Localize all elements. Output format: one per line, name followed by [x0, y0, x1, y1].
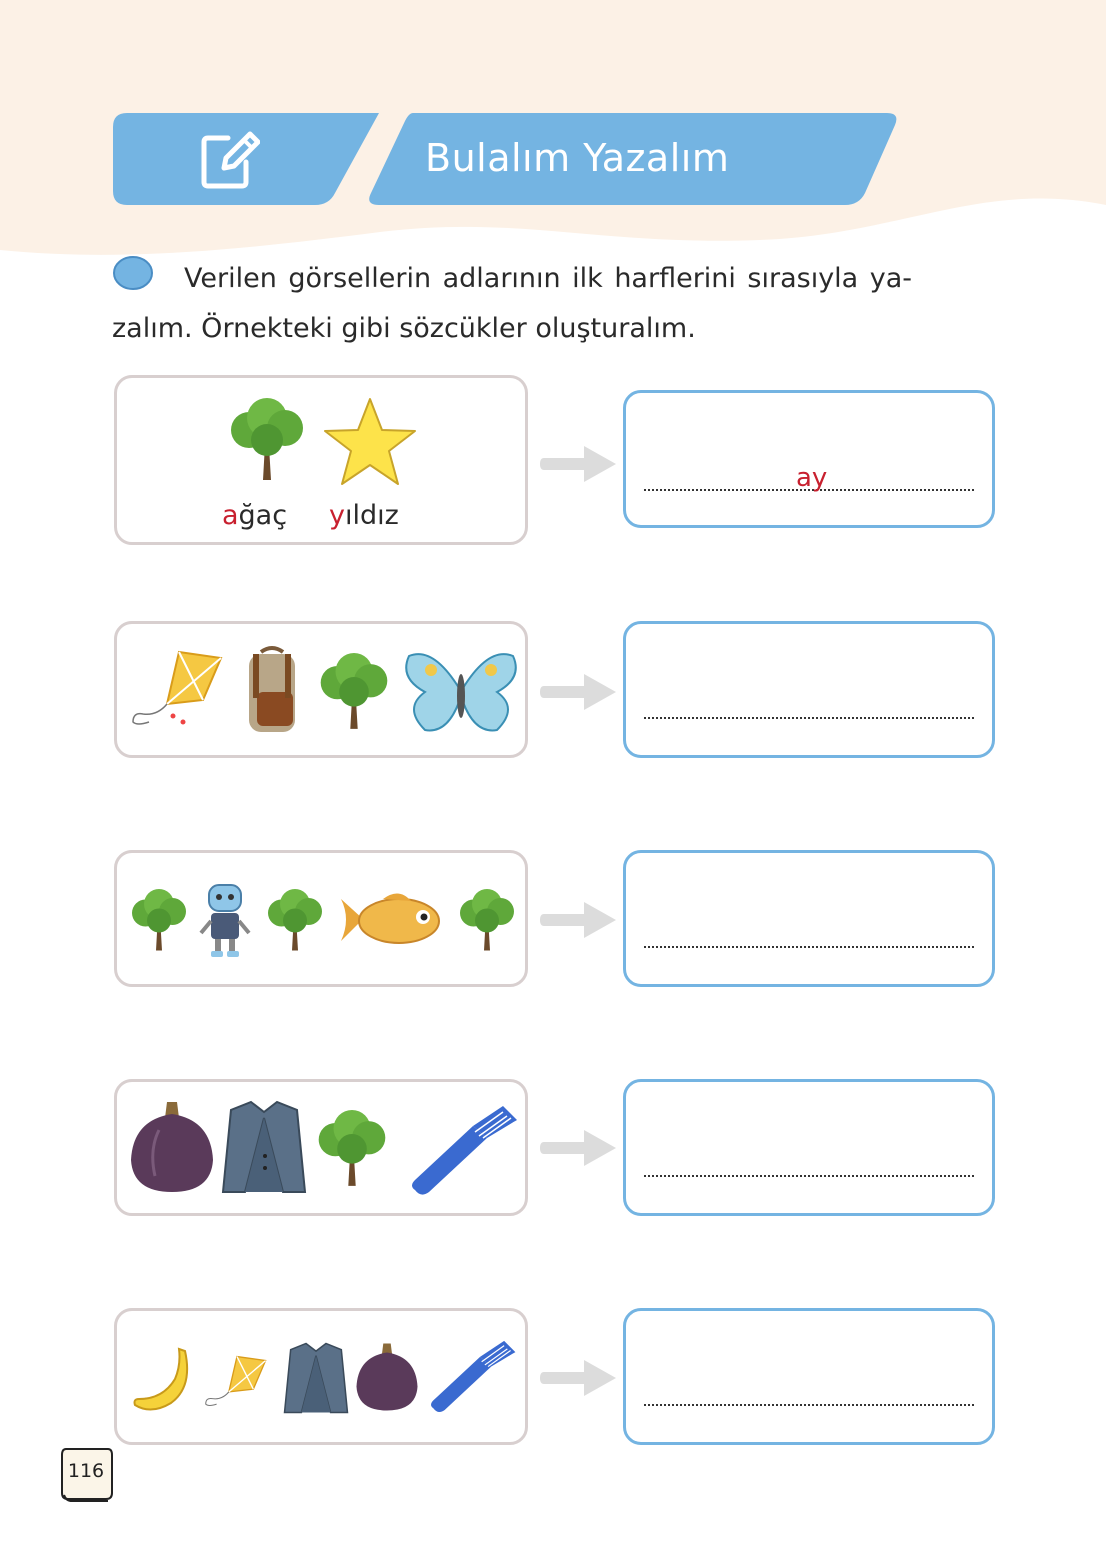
- answer-box-2[interactable]: [623, 850, 995, 987]
- picture-card-2: [114, 850, 528, 987]
- example-picture-card: [114, 375, 528, 545]
- instruction-text: Verilen görsellerin adlarının ilk harflerini sırasıyla ya- zalım. Örnekteki gibi sözcükler oluşturalım.: [112, 263, 912, 344]
- arrow-icon: [538, 1124, 620, 1172]
- example-answer-text: ay: [796, 463, 828, 493]
- arrow-icon: [538, 896, 620, 944]
- answer-line: [644, 946, 974, 948]
- tree-icon: [457, 881, 517, 957]
- edit-pencil-icon: [198, 128, 260, 190]
- arrow-icon: [538, 668, 620, 716]
- tree-icon: [265, 881, 325, 957]
- robot-icon: [197, 881, 253, 959]
- banana-icon: [131, 1347, 193, 1413]
- fish-icon: [339, 889, 443, 951]
- example-answer-box: [623, 390, 995, 528]
- butterfly-icon: [403, 648, 519, 736]
- page-number: 116: [67, 1460, 105, 1482]
- comb-icon: [427, 1339, 517, 1415]
- kite-icon: [129, 646, 229, 730]
- answer-box-1[interactable]: [623, 621, 995, 758]
- section-title: Bulalım Yazalım: [425, 136, 730, 180]
- picture-card-1: [114, 621, 528, 758]
- tree-icon: [317, 644, 391, 736]
- answer-box-4[interactable]: [623, 1308, 995, 1445]
- answer-line: [644, 717, 974, 719]
- backpack-icon: [243, 644, 301, 736]
- kite-icon: [203, 1347, 271, 1415]
- fig-icon: [355, 1339, 419, 1415]
- comb-icon: [407, 1104, 519, 1198]
- jacket-icon: [221, 1098, 307, 1196]
- arrow-icon: [538, 440, 620, 488]
- star-icon: [322, 396, 418, 488]
- picture-card-4: [114, 1308, 528, 1445]
- answer-line: [644, 1175, 974, 1177]
- jacket-icon: [283, 1339, 349, 1417]
- tree-icon: [227, 396, 307, 480]
- picture-card-3: [114, 1079, 528, 1216]
- arrow-icon: [538, 1354, 620, 1402]
- fig-icon: [129, 1100, 215, 1194]
- tree-icon: [129, 881, 189, 957]
- tree-icon: [315, 1100, 389, 1194]
- answer-line: [644, 1404, 974, 1406]
- example-word-tree: ağaç: [222, 500, 288, 531]
- example-word-star: yıldız: [329, 500, 399, 531]
- answer-box-3[interactable]: [623, 1079, 995, 1216]
